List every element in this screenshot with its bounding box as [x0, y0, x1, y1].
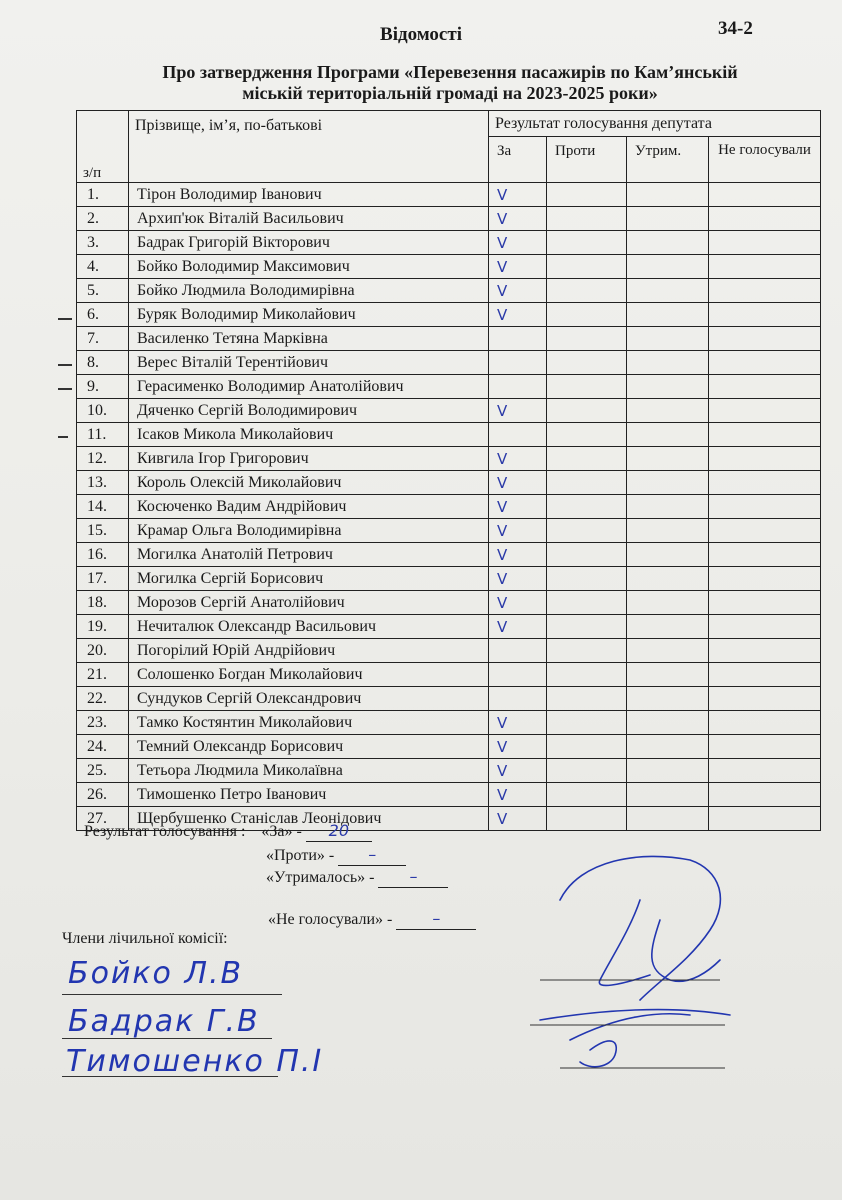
vote-not-voted-cell — [709, 495, 821, 519]
vote-abstain-cell — [627, 543, 709, 567]
vote-abstain-cell — [627, 447, 709, 471]
vote-for-mark: V — [489, 471, 547, 495]
margin-tick-mark — [58, 364, 72, 366]
vote-abstain-cell — [627, 279, 709, 303]
row-number: 20. — [77, 639, 129, 663]
commission-signature-1: Бойко Л.В — [68, 956, 244, 991]
vote-not-voted-cell — [709, 735, 821, 759]
vote-abstain-cell — [627, 351, 709, 375]
vote-against-cell — [547, 735, 627, 759]
vote-not-voted-cell — [709, 399, 821, 423]
row-number: 13. — [77, 471, 129, 495]
row-number: 9. — [77, 375, 129, 399]
deputy-name: Темний Олександр Борисович — [129, 735, 489, 759]
vote-abstain-cell — [627, 615, 709, 639]
vote-against-cell — [547, 351, 627, 375]
vote-for-mark: V — [489, 711, 547, 735]
result-against-label: «Проти» - — [266, 847, 335, 864]
column-header-not-voted: Не голосували — [709, 137, 821, 183]
deputy-name: Нечиталюк Олександр Васильович — [129, 615, 489, 639]
vote-not-voted-cell — [709, 351, 821, 375]
result-abstain-line — [266, 866, 448, 888]
table-row — [77, 303, 821, 327]
deputy-name: Василенко Тетяна Марківна — [129, 327, 489, 351]
deputy-name: Могилка Сергій Борисович — [129, 567, 489, 591]
row-number: 11. — [77, 423, 129, 447]
vote-for-mark: V — [489, 303, 547, 327]
row-number: 7. — [77, 327, 129, 351]
vote-for-mark: V — [489, 231, 547, 255]
result-for-line — [84, 820, 372, 842]
deputy-name: Щербушенко Станіслав Леонідович — [129, 807, 489, 831]
table-row — [77, 639, 821, 663]
deputy-name: Ісаков Микола Миколайович — [129, 423, 489, 447]
vote-not-voted-cell — [709, 423, 821, 447]
vote-for-mark: V — [489, 591, 547, 615]
vote-not-voted-cell — [709, 447, 821, 471]
deputy-name: Тимошенко Петро Іванович — [129, 783, 489, 807]
vote-for-mark — [489, 639, 547, 663]
signature-underline — [62, 994, 282, 995]
deputy-name: Буряк Володимир Миколайович — [129, 303, 489, 327]
table-row — [77, 711, 821, 735]
table-row — [77, 375, 821, 399]
deputy-name: Бойко Володимир Максимович — [129, 255, 489, 279]
vote-for-mark — [489, 687, 547, 711]
deputy-name: Дяченко Сергій Володимирович — [129, 399, 489, 423]
table-row — [77, 279, 821, 303]
table-row — [77, 183, 821, 207]
deputy-name: Тетьора Людмила Миколаївна — [129, 759, 489, 783]
vote-abstain-cell — [627, 639, 709, 663]
result-abstain-label: «Утрималось» - — [266, 869, 375, 886]
vote-abstain-cell — [627, 399, 709, 423]
vote-not-voted-cell — [709, 519, 821, 543]
result-for-label: «За» - — [261, 823, 302, 840]
document-title: Відомості — [380, 24, 462, 45]
vote-for-mark: V — [489, 735, 547, 759]
vote-not-voted-cell — [709, 615, 821, 639]
commission-signature-2: Бадрак Г.В — [68, 1004, 260, 1039]
vote-abstain-cell — [627, 207, 709, 231]
row-number: 18. — [77, 591, 129, 615]
vote-not-voted-cell — [709, 327, 821, 351]
vote-not-voted-cell — [709, 567, 821, 591]
vote-for-mark: V — [489, 543, 547, 567]
vote-for-mark: V — [489, 183, 547, 207]
vote-for-mark: V — [489, 783, 547, 807]
deputy-name: Морозов Сергій Анатолійович — [129, 591, 489, 615]
table-row — [77, 207, 821, 231]
deputy-name: Могилка Анатолій Петрович — [129, 543, 489, 567]
table-row — [77, 351, 821, 375]
vote-against-cell — [547, 303, 627, 327]
column-header-name: Прізвище, ім’я, по-батькові — [129, 111, 489, 183]
vote-against-cell — [547, 279, 627, 303]
vote-against-cell — [547, 639, 627, 663]
document-subtitle — [90, 62, 810, 104]
results-label: Результат голосування : — [84, 823, 246, 840]
table-row — [77, 471, 821, 495]
table-row — [77, 519, 821, 543]
voting-table — [76, 110, 821, 831]
vote-against-cell — [547, 711, 627, 735]
vote-against-cell — [547, 591, 627, 615]
table-row — [77, 615, 821, 639]
deputy-name: Архип'юк Віталій Васильович — [129, 207, 489, 231]
table-row — [77, 663, 821, 687]
vote-abstain-cell — [627, 519, 709, 543]
vote-for-mark: V — [489, 615, 547, 639]
vote-for-mark — [489, 351, 547, 375]
vote-for-mark: V — [489, 279, 547, 303]
signature-underline — [62, 1076, 278, 1077]
vote-abstain-cell — [627, 591, 709, 615]
row-number: 2. — [77, 207, 129, 231]
column-header-result: Результат голосування депутата — [489, 111, 821, 137]
vote-for-mark: V — [489, 807, 547, 831]
vote-for-mark: V — [489, 519, 547, 543]
deputy-name: Тірон Володимир Іванович — [129, 183, 489, 207]
vote-against-cell — [547, 687, 627, 711]
vote-for-mark: V — [489, 759, 547, 783]
vote-abstain-cell — [627, 495, 709, 519]
vote-abstain-cell — [627, 807, 709, 831]
row-number: 23. — [77, 711, 129, 735]
deputy-name: Герасименко Володимир Анатолійович — [129, 375, 489, 399]
vote-against-cell — [547, 231, 627, 255]
row-number: 22. — [77, 687, 129, 711]
vote-against-cell — [547, 399, 627, 423]
vote-against-cell — [547, 471, 627, 495]
row-number: 10. — [77, 399, 129, 423]
vote-not-voted-cell — [709, 207, 821, 231]
vote-not-voted-cell — [709, 543, 821, 567]
vote-abstain-cell — [627, 783, 709, 807]
vote-for-mark: V — [489, 207, 547, 231]
vote-abstain-cell — [627, 735, 709, 759]
vote-against-cell — [547, 519, 627, 543]
column-header-against: Проти — [547, 137, 627, 183]
row-number: 4. — [77, 255, 129, 279]
document-number: 34-2 — [718, 18, 753, 39]
vote-against-cell — [547, 783, 627, 807]
vote-not-voted-cell — [709, 639, 821, 663]
deputy-name: Солошенко Богдан Миколайович — [129, 663, 489, 687]
row-number: 27. — [77, 807, 129, 831]
vote-against-cell — [547, 495, 627, 519]
vote-for-mark — [489, 375, 547, 399]
table-row — [77, 759, 821, 783]
vote-against-cell — [547, 327, 627, 351]
vote-abstain-cell — [627, 375, 709, 399]
vote-against-cell — [547, 423, 627, 447]
column-header-for: За — [489, 137, 547, 183]
row-number: 6. — [77, 303, 129, 327]
vote-against-cell — [547, 615, 627, 639]
vote-not-voted-cell — [709, 279, 821, 303]
vote-for-mark: V — [489, 567, 547, 591]
vote-not-voted-cell — [709, 687, 821, 711]
vote-not-voted-cell — [709, 471, 821, 495]
table-row — [77, 231, 821, 255]
vote-not-voted-cell — [709, 375, 821, 399]
row-number: 21. — [77, 663, 129, 687]
vote-abstain-cell — [627, 255, 709, 279]
signature-underline — [62, 1038, 272, 1039]
result-abstain-value: – — [378, 866, 448, 888]
vote-for-mark — [489, 423, 547, 447]
vote-not-voted-cell — [709, 711, 821, 735]
vote-for-mark — [489, 327, 547, 351]
row-number: 8. — [77, 351, 129, 375]
table-row — [77, 423, 821, 447]
deputy-name: Косюченко Вадим Андрійович — [129, 495, 489, 519]
row-number: 3. — [77, 231, 129, 255]
vote-against-cell — [547, 567, 627, 591]
row-number: 15. — [77, 519, 129, 543]
result-against-line — [266, 844, 406, 866]
vote-abstain-cell — [627, 327, 709, 351]
row-number: 5. — [77, 279, 129, 303]
vote-abstain-cell — [627, 687, 709, 711]
deputy-name: Крамар Ольга Володимирівна — [129, 519, 489, 543]
table-row — [77, 399, 821, 423]
deputy-name: Бадрак Григорій Вікторович — [129, 231, 489, 255]
vote-abstain-cell — [627, 711, 709, 735]
vote-abstain-cell — [627, 471, 709, 495]
row-number: 16. — [77, 543, 129, 567]
chairman-signature — [520, 840, 750, 1080]
vote-against-cell — [547, 375, 627, 399]
row-number: 25. — [77, 759, 129, 783]
table-row — [77, 255, 821, 279]
table-row — [77, 495, 821, 519]
deputy-name: Король Олексій Миколайович — [129, 471, 489, 495]
vote-against-cell — [547, 183, 627, 207]
subtitle-line-2: міській територіальній громаді на 2023-2025 роки» — [242, 83, 658, 103]
table-header-row — [77, 111, 821, 137]
row-number: 1. — [77, 183, 129, 207]
vote-not-voted-cell — [709, 807, 821, 831]
vote-against-cell — [547, 207, 627, 231]
vote-abstain-cell — [627, 567, 709, 591]
row-number: 19. — [77, 615, 129, 639]
margin-tick-mark — [58, 318, 72, 320]
vote-against-cell — [547, 759, 627, 783]
result-not-voted-value: – — [396, 908, 476, 930]
vote-not-voted-cell — [709, 663, 821, 687]
deputy-name: Тамко Костянтин Миколайович — [129, 711, 489, 735]
vote-abstain-cell — [627, 759, 709, 783]
vote-against-cell — [547, 663, 627, 687]
vote-for-mark — [489, 663, 547, 687]
commission-signature-3: Тимошенко П.І — [66, 1044, 324, 1079]
table-row — [77, 567, 821, 591]
vote-against-cell — [547, 807, 627, 831]
row-number: 17. — [77, 567, 129, 591]
vote-abstain-cell — [627, 303, 709, 327]
table-row — [77, 735, 821, 759]
column-header-abstain: Утрим. — [627, 137, 709, 183]
table-row — [77, 783, 821, 807]
vote-for-mark: V — [489, 447, 547, 471]
deputy-name: Погорілий Юрій Андрійович — [129, 639, 489, 663]
row-number: 14. — [77, 495, 129, 519]
vote-against-cell — [547, 543, 627, 567]
deputy-name: Верес Віталій Терентійович — [129, 351, 489, 375]
margin-tick-mark — [58, 436, 68, 438]
vote-abstain-cell — [627, 183, 709, 207]
column-header-number: з/п — [77, 111, 129, 183]
vote-against-cell — [547, 447, 627, 471]
vote-abstain-cell — [627, 663, 709, 687]
margin-tick-mark — [58, 388, 72, 390]
deputy-name: Кивгила Ігор Григорович — [129, 447, 489, 471]
row-number: 12. — [77, 447, 129, 471]
result-against-value: – — [338, 844, 406, 866]
result-for-value: 20 — [306, 820, 372, 842]
vote-for-mark: V — [489, 399, 547, 423]
vote-not-voted-cell — [709, 183, 821, 207]
table-row — [77, 687, 821, 711]
vote-against-cell — [547, 255, 627, 279]
table-row — [77, 327, 821, 351]
row-number: 24. — [77, 735, 129, 759]
vote-not-voted-cell — [709, 783, 821, 807]
table-row — [77, 591, 821, 615]
vote-not-voted-cell — [709, 231, 821, 255]
vote-not-voted-cell — [709, 591, 821, 615]
result-not-voted-label: «Не голосували» - — [268, 911, 393, 928]
vote-abstain-cell — [627, 423, 709, 447]
commission-label: Члени лічильної комісії: — [62, 930, 228, 947]
result-not-voted-line — [268, 908, 476, 930]
table-row — [77, 543, 821, 567]
vote-not-voted-cell — [709, 255, 821, 279]
deputy-name: Сундуков Сергій Олександрович — [129, 687, 489, 711]
table-row — [77, 447, 821, 471]
vote-not-voted-cell — [709, 303, 821, 327]
vote-abstain-cell — [627, 231, 709, 255]
subtitle-line-1: Про затвердження Програми «Перевезення пасажирів по Кам’янській — [162, 62, 738, 82]
vote-not-voted-cell — [709, 759, 821, 783]
deputy-name: Бойко Людмила Володимирівна — [129, 279, 489, 303]
vote-for-mark: V — [489, 255, 547, 279]
row-number: 26. — [77, 783, 129, 807]
vote-for-mark: V — [489, 495, 547, 519]
